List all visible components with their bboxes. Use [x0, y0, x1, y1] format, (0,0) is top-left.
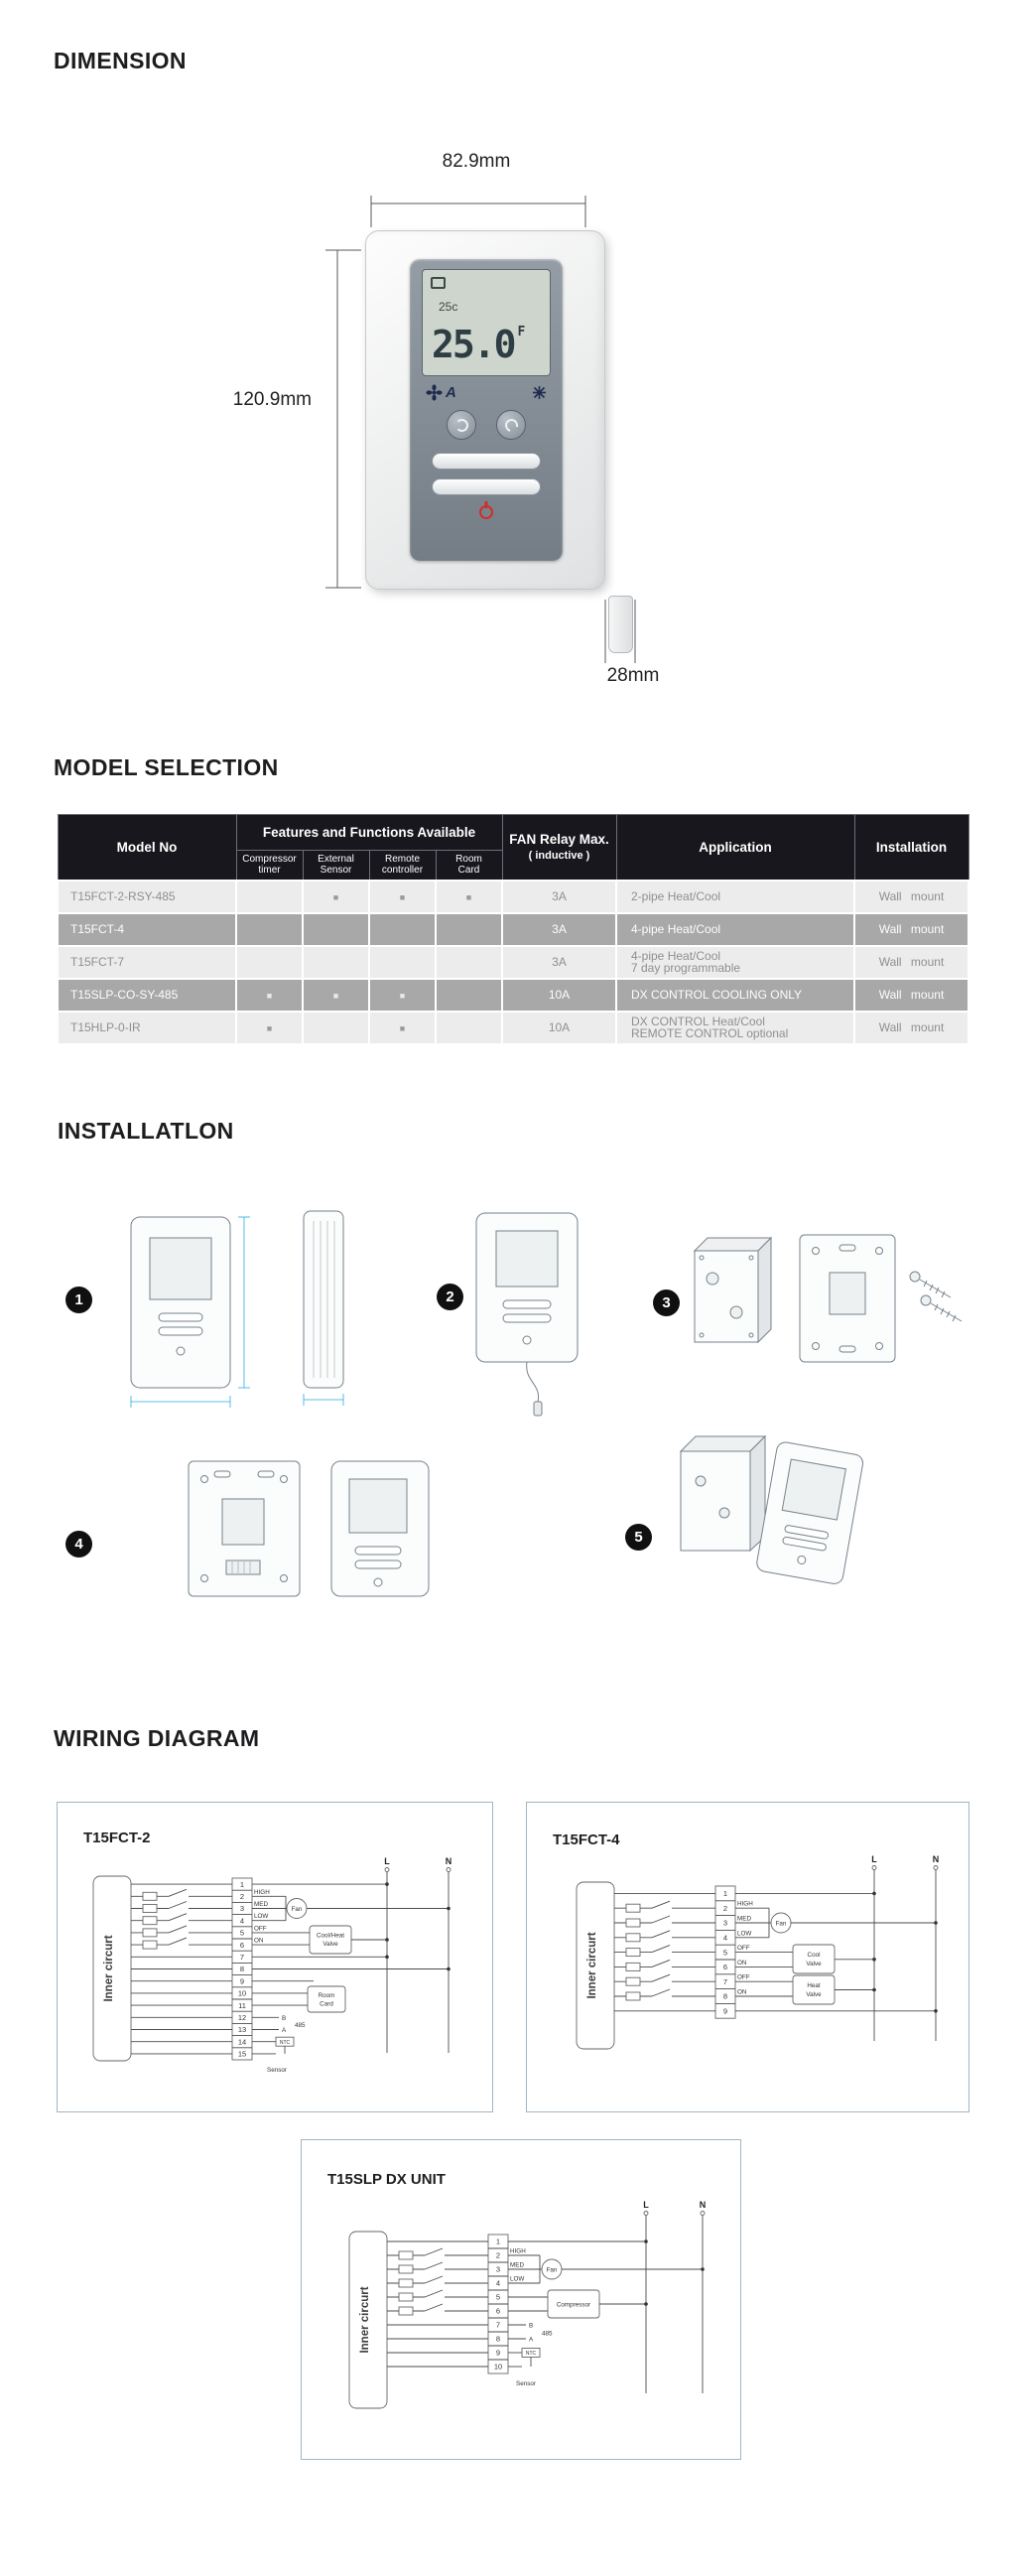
- install-step3-figure: [695, 1235, 962, 1362]
- model-no-cell: T15SLP-CO-SY-485: [58, 979, 236, 1012]
- col-header-installation: Installation: [854, 815, 968, 881]
- terminal-number: 8: [495, 2334, 501, 2344]
- feature-check-cell: [369, 946, 436, 979]
- application-cell: 2-pipe Heat/Cool: [616, 881, 854, 913]
- terminal-number: 2: [495, 2250, 501, 2260]
- field-wiring: [735, 1866, 938, 2042]
- label-neutral: N: [932, 1854, 940, 1864]
- diagram-title: T15FCT-4: [553, 1831, 620, 1848]
- field-wiring: [508, 2212, 705, 2394]
- terminal-number: 4: [722, 1933, 728, 1943]
- install-step4-figure: [189, 1461, 429, 1596]
- terminal-number: 1: [239, 1879, 245, 1889]
- fan-relay-line1: FAN Relay Max.: [509, 832, 609, 848]
- model-no-cell: T15FCT-2-RSY-485: [58, 881, 236, 913]
- installation-cell: Wall mount: [854, 881, 968, 913]
- screw-icons: [910, 1272, 962, 1321]
- label-ntc: NTC: [525, 2351, 537, 2358]
- label-low: LOW: [737, 1930, 752, 1938]
- thermostat-front-illustration: [365, 230, 605, 590]
- thermostat-bezel: [410, 259, 563, 561]
- label-heat-valve-1: Heat: [807, 1982, 821, 1990]
- col-header-remote-controller: Remote controller: [369, 851, 436, 881]
- feature-check-cell: [236, 881, 303, 913]
- label-sensor: Sensor: [267, 2067, 287, 2074]
- application-cell: DX CONTROL Heat/Cool REMOTE CONTROL optional: [616, 1012, 854, 1044]
- wiring-heading: WIRING DIAGRAM: [54, 1725, 260, 1751]
- power-icon: [479, 505, 493, 519]
- mode-icon-row: [426, 384, 547, 401]
- label-fan: Fan: [775, 1920, 787, 1928]
- feature-check-cell: [303, 1012, 369, 1044]
- fan-speed-button: [432, 478, 541, 495]
- label-card: Card: [320, 2000, 333, 2008]
- col-header-application: Application: [616, 815, 854, 881]
- feature-check-cell: ■: [436, 881, 502, 913]
- table-row: [58, 946, 968, 979]
- step-5-marker: 5: [625, 1524, 652, 1551]
- cool-mode-icon: [532, 385, 547, 400]
- step-4-marker: 4: [65, 1531, 92, 1558]
- terminal-strip: [488, 2235, 508, 2373]
- lcd-temp-value: 25.0: [432, 323, 515, 366]
- feature-check-cell: [236, 913, 303, 946]
- install-step2-figure: [476, 1213, 578, 1416]
- lcd-display: [422, 269, 551, 376]
- col-header-features: Features and Functions Available: [236, 815, 502, 851]
- col-header-external-sensor: External Sensor: [303, 851, 369, 881]
- terminal-number: 3: [722, 1918, 728, 1928]
- table-row: [58, 979, 968, 1012]
- label-off: OFF: [254, 1925, 267, 1933]
- table-row: [58, 913, 968, 946]
- label-low: LOW: [254, 1913, 269, 1921]
- label-low: LOW: [510, 2275, 525, 2283]
- clock-icon: [431, 277, 446, 289]
- label-485-b: B: [529, 2322, 534, 2330]
- label-cool-valve-1: Cool: [807, 1952, 821, 1960]
- up-button: [447, 410, 476, 440]
- installation-cell: Wall mount: [854, 946, 968, 979]
- down-button: [496, 410, 526, 440]
- install-step5-figure: [681, 1436, 864, 1585]
- feature-check-cell: [369, 913, 436, 946]
- application-cell: 4-pipe Heat/Cool: [616, 913, 854, 946]
- inner-circuit-label: Inner circurt: [103, 1935, 115, 2002]
- terminal-number: 2: [722, 1903, 728, 1913]
- label-on: ON: [737, 1988, 747, 1996]
- installation-cell: Wall mount: [854, 979, 968, 1012]
- label-fan: Fan: [291, 1906, 303, 1914]
- terminal-number: 15: [237, 2049, 247, 2059]
- feature-check-cell: [303, 946, 369, 979]
- label-high: HIGH: [737, 1900, 753, 1908]
- fan-relay-cell: 3A: [502, 913, 616, 946]
- model-selection-heading: MODEL SELECTION: [54, 754, 279, 780]
- table-row: [58, 881, 968, 913]
- label-line: L: [871, 1854, 877, 1864]
- col-header-fan-relay: [502, 815, 616, 881]
- label-med: MED: [254, 1901, 268, 1908]
- terminal-number: 3: [239, 1904, 245, 1914]
- width-dimension-label: 82.9mm: [442, 151, 511, 172]
- terminal-number: 10: [493, 2362, 503, 2372]
- terminal-number: 7: [239, 1953, 245, 1962]
- depth-dimension-label: 28mm: [606, 665, 660, 686]
- terminal-number: 14: [237, 2037, 247, 2047]
- height-dimension-label: 120.9mm: [232, 389, 312, 410]
- table-row: [58, 1012, 968, 1044]
- internal-wiring: [131, 1884, 232, 2054]
- step-3-marker: 3: [653, 1289, 680, 1316]
- label-valve-1: Cool/Heat: [316, 1932, 345, 1940]
- terminal-number: 10: [237, 1988, 247, 1998]
- terminal-number: 7: [495, 2320, 501, 2330]
- installation-cell: Wall mount: [854, 1012, 968, 1044]
- terminal-strip: [232, 1878, 252, 2060]
- lcd-temperature: [432, 323, 526, 366]
- feature-check-cell: [303, 913, 369, 946]
- feature-check-cell: ■: [369, 1012, 436, 1044]
- model-no-cell: T15FCT-7: [58, 946, 236, 979]
- diagram-title: T15SLP DX UNIT: [327, 2171, 446, 2188]
- terminal-number: 12: [237, 2013, 247, 2022]
- fan-relay-cell: 10A: [502, 1012, 616, 1044]
- feature-check-cell: [436, 946, 502, 979]
- step-1-marker: 1: [65, 1287, 92, 1313]
- terminal-number: 3: [495, 2264, 501, 2274]
- fan-relay-cell: 3A: [502, 946, 616, 979]
- label-ntc: NTC: [279, 2039, 291, 2046]
- feature-check-cell: [436, 913, 502, 946]
- install-step1-figure: [131, 1211, 343, 1408]
- fan-relay-cell: 3A: [502, 881, 616, 913]
- feature-check-cell: [436, 979, 502, 1012]
- terminal-number: 9: [495, 2348, 501, 2358]
- label-cool-valve-2: Valve: [806, 1960, 822, 1967]
- application-cell: 4-pipe Heat/Cool 7 day programmable: [616, 946, 854, 979]
- label-485: 485: [295, 2021, 306, 2029]
- feature-check-cell: ■: [369, 881, 436, 913]
- terminal-number: 1: [722, 1889, 728, 1899]
- function-buttons: [432, 453, 541, 495]
- fan-relay-line2: ( inductive ): [528, 850, 590, 863]
- auto-mode-letter: A: [446, 384, 456, 401]
- fan-relay-cell: 10A: [502, 979, 616, 1012]
- adjust-buttons: [447, 410, 526, 440]
- feature-check-cell: ■: [303, 881, 369, 913]
- label-fan: Fan: [546, 2266, 558, 2274]
- terminal-number: 1: [495, 2237, 501, 2246]
- inner-circuit-label: Inner circurt: [359, 2286, 371, 2354]
- label-485-a: A: [282, 2027, 287, 2034]
- terminal-number: 6: [495, 2306, 501, 2316]
- step-2-marker: 2: [437, 1284, 463, 1310]
- feature-check-cell: ■: [303, 979, 369, 1012]
- col-header-room-card: Room Card: [436, 851, 502, 881]
- label-med: MED: [737, 1915, 751, 1923]
- application-cell: DX CONTROL COOLING ONLY: [616, 979, 854, 1012]
- terminal-number: 9: [239, 1976, 245, 1986]
- feature-check-cell: [236, 946, 303, 979]
- terminal-number: 13: [237, 2025, 247, 2035]
- wiring-diagram-t15fct4: [526, 1802, 969, 2112]
- lcd-temp-unit: F: [517, 325, 526, 339]
- terminal-number: 5: [722, 1948, 728, 1958]
- label-off: OFF: [737, 1973, 750, 1981]
- wiring-diagram-t15fct2: [57, 1802, 493, 2112]
- fan-icon: [426, 384, 443, 401]
- label-compressor: Compressor: [556, 2301, 591, 2309]
- terminal-number: 4: [239, 1916, 245, 1926]
- terminal-number: 6: [722, 1963, 728, 1972]
- installation-cell: Wall mount: [854, 913, 968, 946]
- label-heat-valve-2: Valve: [806, 1990, 822, 1998]
- terminal-number: 4: [495, 2278, 501, 2288]
- field-wiring: [252, 1868, 451, 2054]
- label-sensor: Sensor: [516, 2380, 536, 2387]
- thermostat-side-profile: [608, 596, 633, 653]
- label-room: Room: [318, 1991, 335, 1999]
- dimension-heading: DIMENSION: [54, 48, 187, 73]
- lcd-setpoint: 25c: [439, 300, 458, 314]
- terminal-number: 9: [722, 2006, 728, 2016]
- label-valve-2: Valve: [322, 1940, 338, 1948]
- label-high: HIGH: [510, 2247, 526, 2255]
- terminal-number: 5: [495, 2292, 501, 2302]
- label-neutral: N: [699, 2200, 707, 2210]
- label-485-b: B: [282, 2014, 287, 2022]
- terminal-strip: [715, 1886, 735, 2018]
- terminal-number: 6: [239, 1940, 245, 1950]
- col-header-compressor-timer: Compressor timer: [236, 851, 303, 881]
- terminal-number: 8: [722, 1991, 728, 2001]
- label-485: 485: [542, 2330, 553, 2338]
- feature-check-cell: [436, 1012, 502, 1044]
- terminal-number: 2: [239, 1892, 245, 1901]
- label-line: L: [643, 2200, 649, 2210]
- terminal-number: 5: [239, 1928, 245, 1938]
- col-header-model: Model No: [58, 815, 236, 881]
- model-selection-table: [57, 814, 969, 1045]
- model-no-cell: T15HLP-0-IR: [58, 1012, 236, 1044]
- mode-button: [432, 453, 541, 470]
- label-line: L: [384, 1856, 390, 1866]
- label-med: MED: [510, 2261, 524, 2269]
- feature-check-cell: ■: [236, 979, 303, 1012]
- label-on: ON: [254, 1937, 264, 1945]
- feature-check-cell: ■: [369, 979, 436, 1012]
- installation-heading: INSTALLATLON: [58, 1118, 234, 1144]
- label-high: HIGH: [254, 1888, 270, 1896]
- label-485-a: A: [529, 2336, 534, 2344]
- diagram-title: T15FCT-2: [83, 1830, 151, 1846]
- label-off: OFF: [737, 1945, 750, 1953]
- installation-figures: [0, 1152, 1032, 1668]
- inner-circuit-label: Inner circurt: [586, 1932, 598, 1999]
- wiring-diagram-t15slp: [301, 2139, 741, 2460]
- sensor-wire: [527, 1362, 539, 1402]
- internal-wiring: [387, 2241, 488, 2367]
- label-neutral: N: [445, 1856, 452, 1866]
- model-no-cell: T15FCT-4: [58, 913, 236, 946]
- label-on: ON: [737, 1959, 747, 1966]
- internal-wiring: [614, 1893, 715, 2010]
- feature-check-cell: ■: [236, 1012, 303, 1044]
- terminal-number: 7: [722, 1976, 728, 1986]
- terminal-number: 8: [239, 1965, 245, 1974]
- terminal-number: 11: [238, 2000, 246, 2010]
